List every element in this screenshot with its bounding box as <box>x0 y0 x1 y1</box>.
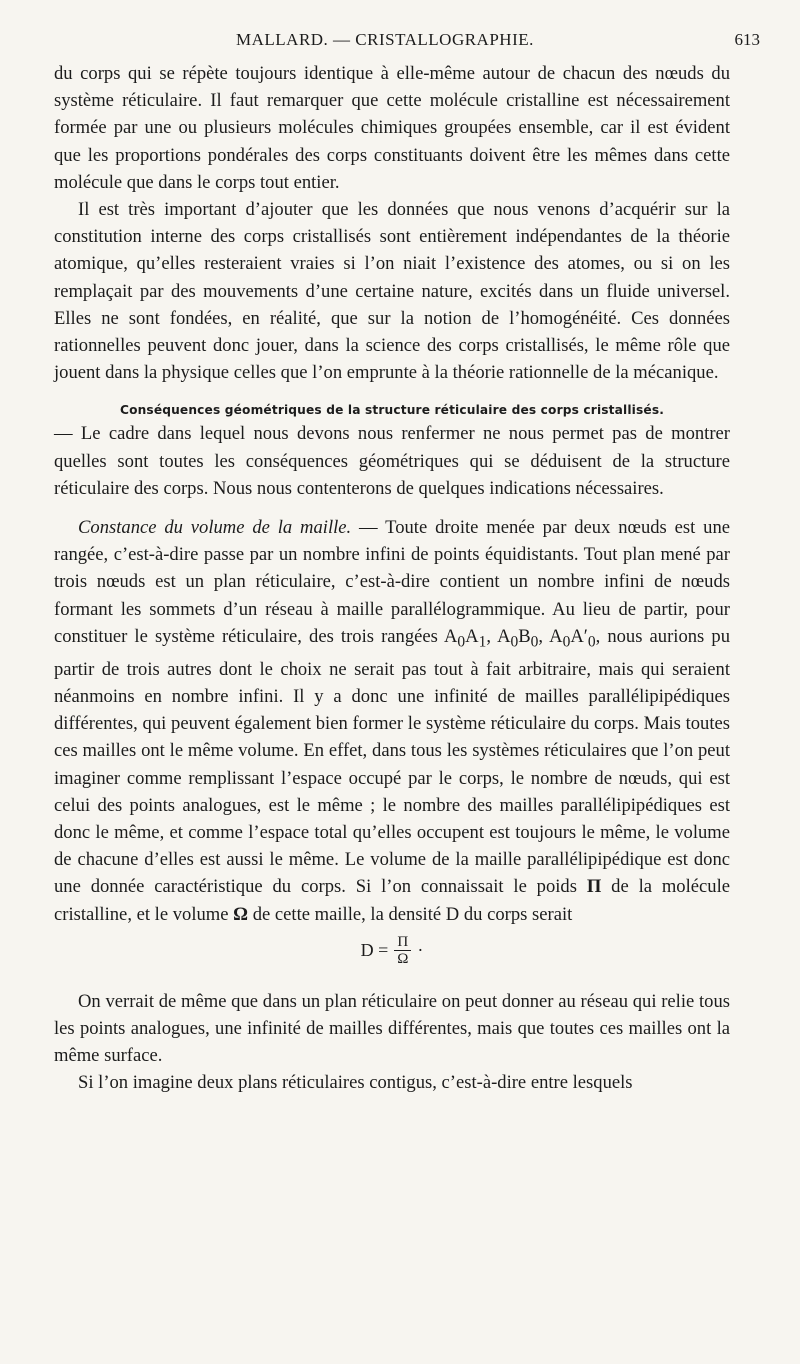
row-3-letter-b: A′ <box>570 625 588 647</box>
row-label-1 <box>443 625 487 651</box>
row-label-3 <box>549 625 596 651</box>
subsection-title: Constance du volume de la maille. <box>78 517 352 539</box>
formula-fraction <box>394 934 411 967</box>
paragraph-1: du corps qui se répète toujours identique à elle-même autour de chacun des nœuds du système réticulaire. Il faut remarquer que cette molécule cristalline est nécessairement formée par une ou plusieurs molécules chimiques groupées ensemble, car il est évident que les proportions pondérales des corps constituants doivent être les mêmes dans cette molécule que dans le corps tout entier. <box>54 63 730 193</box>
paragraph-6: Si l’on imagine deux plans réticulaires contigus, c’est-à-dire entre lesquels <box>78 1072 633 1094</box>
density-formula <box>54 934 730 978</box>
paragraph-5: On verrait de même que dans un plan réticulaire on peut donner au réseau qui relie tous les points analogues, une infinité de mailles différentes, mais que toutes ces mailles ont la même surface. <box>54 990 730 1067</box>
row-3-letter: A <box>549 625 563 647</box>
row-2-sub-a: 0 <box>510 633 519 651</box>
paragraph-4-part-b: , nous aurions pu partir de trois autres dont le choix ne serait pas tout à fait arbitraire, mais qui seraient néanmoins en nombre infini. Il y a donc une infinité de mailles parallélipipédiques différentes, qui peuvent également bien former le système réticulaire du corps. Mais toutes ces mailles ont le même volume. En effet, dans tous les systèmes réticulaires que l’on peut imaginer comme remplissant l’espace occupé par le corps, le nombre de nœuds, qui est celui des points analogues, est le même ; le nombre des mailles parallélipipédiques est donc le même, et comme l’espace total qu’elles occupent est toujours le même, le volume de chacune d’elles est aussi le même. Le volume de la maille parallélipipédique est donc une donnée caractéristique du corps. Si l’on connaissait le poids <box>54 625 730 898</box>
paragraph-4 <box>54 514 730 928</box>
row-1-sub-b: 1 <box>478 633 487 651</box>
row-2-letter-b: B <box>518 625 531 647</box>
section-heading: Conséquences géométriques de la structure réticulaire des corps cristallisés. <box>119 403 665 418</box>
row-1-letter-b: A <box>465 625 479 647</box>
pi-symbol: Π <box>586 876 602 898</box>
paragraph-4-part-c: de la molécule cristalline, et le volume <box>54 876 730 925</box>
row-2-sub-b: 0 <box>530 633 539 651</box>
row-3-sub-b: 0 <box>587 633 596 651</box>
row-1-letter: A <box>443 625 458 647</box>
page-header <box>0 30 800 60</box>
running-title: MALLARD. — CRISTALLOGRAPHIE. <box>236 30 534 49</box>
paragraph-2: Il est très important d’ajouter que les données que nous venons d’acquérir sur la constitution interne des corps cristallisés sont entièrement indépendantes de la théorie atomique, qu’elles resteraient vraies si l’on niait l’existence des atomes, ou si on les remplaçait par des mouvements d’une certaine nature, excités dans un fluide universel. Elles ne sont fondées, en réalité, que sur la notion de l’homogénéité. Ces données rationnelles peuvent donc jouer, dans la science des corps cristallisés, le même rôle que jouent dans la physique celles que l’on emprunte à la théorie rationnelle de la mécanique. <box>54 199 730 384</box>
page-number: 613 <box>734 30 760 49</box>
row-1-sub-a: 0 <box>457 633 466 651</box>
separator-1: , <box>486 625 498 647</box>
paragraph-3: — Le cadre dans lequel nous devons nous renfermer ne nous permet pas de montrer quelles sont toutes les conséquences géométriques qui se déduisent de la structure réticulaire des corps. Nous nous contenterons de quelques indications nécessaires. <box>54 423 730 499</box>
separator-2: , <box>538 625 550 647</box>
formula-lhs: D = <box>360 939 389 960</box>
row-label-2 <box>497 625 539 651</box>
paragraph-4-part-a: — Toute droite menée par deux nœuds est une rangée, c’est-à-dire passe par un nombre infini de points équidistants. Tout plan mené par trois nœuds est un plan réticulaire, c’est-à-dire contient un nombre infini de nœuds formant les sommets d’un réseau à maille parallélogrammique. Au lieu de partir, pour constituer le système réticulaire, des trois rangées <box>54 517 730 647</box>
paragraph-4-part-d: de cette maille, la densité D du corps serait <box>248 903 573 925</box>
omega-symbol: Ω <box>233 903 249 925</box>
row-3-sub-a: 0 <box>562 633 571 651</box>
formula-denominator: Ω <box>397 950 409 967</box>
row-2-letter: A <box>497 625 511 647</box>
page-body <box>54 60 730 1097</box>
formula-numerator: Π <box>394 934 411 951</box>
formula-end: · <box>417 939 424 960</box>
